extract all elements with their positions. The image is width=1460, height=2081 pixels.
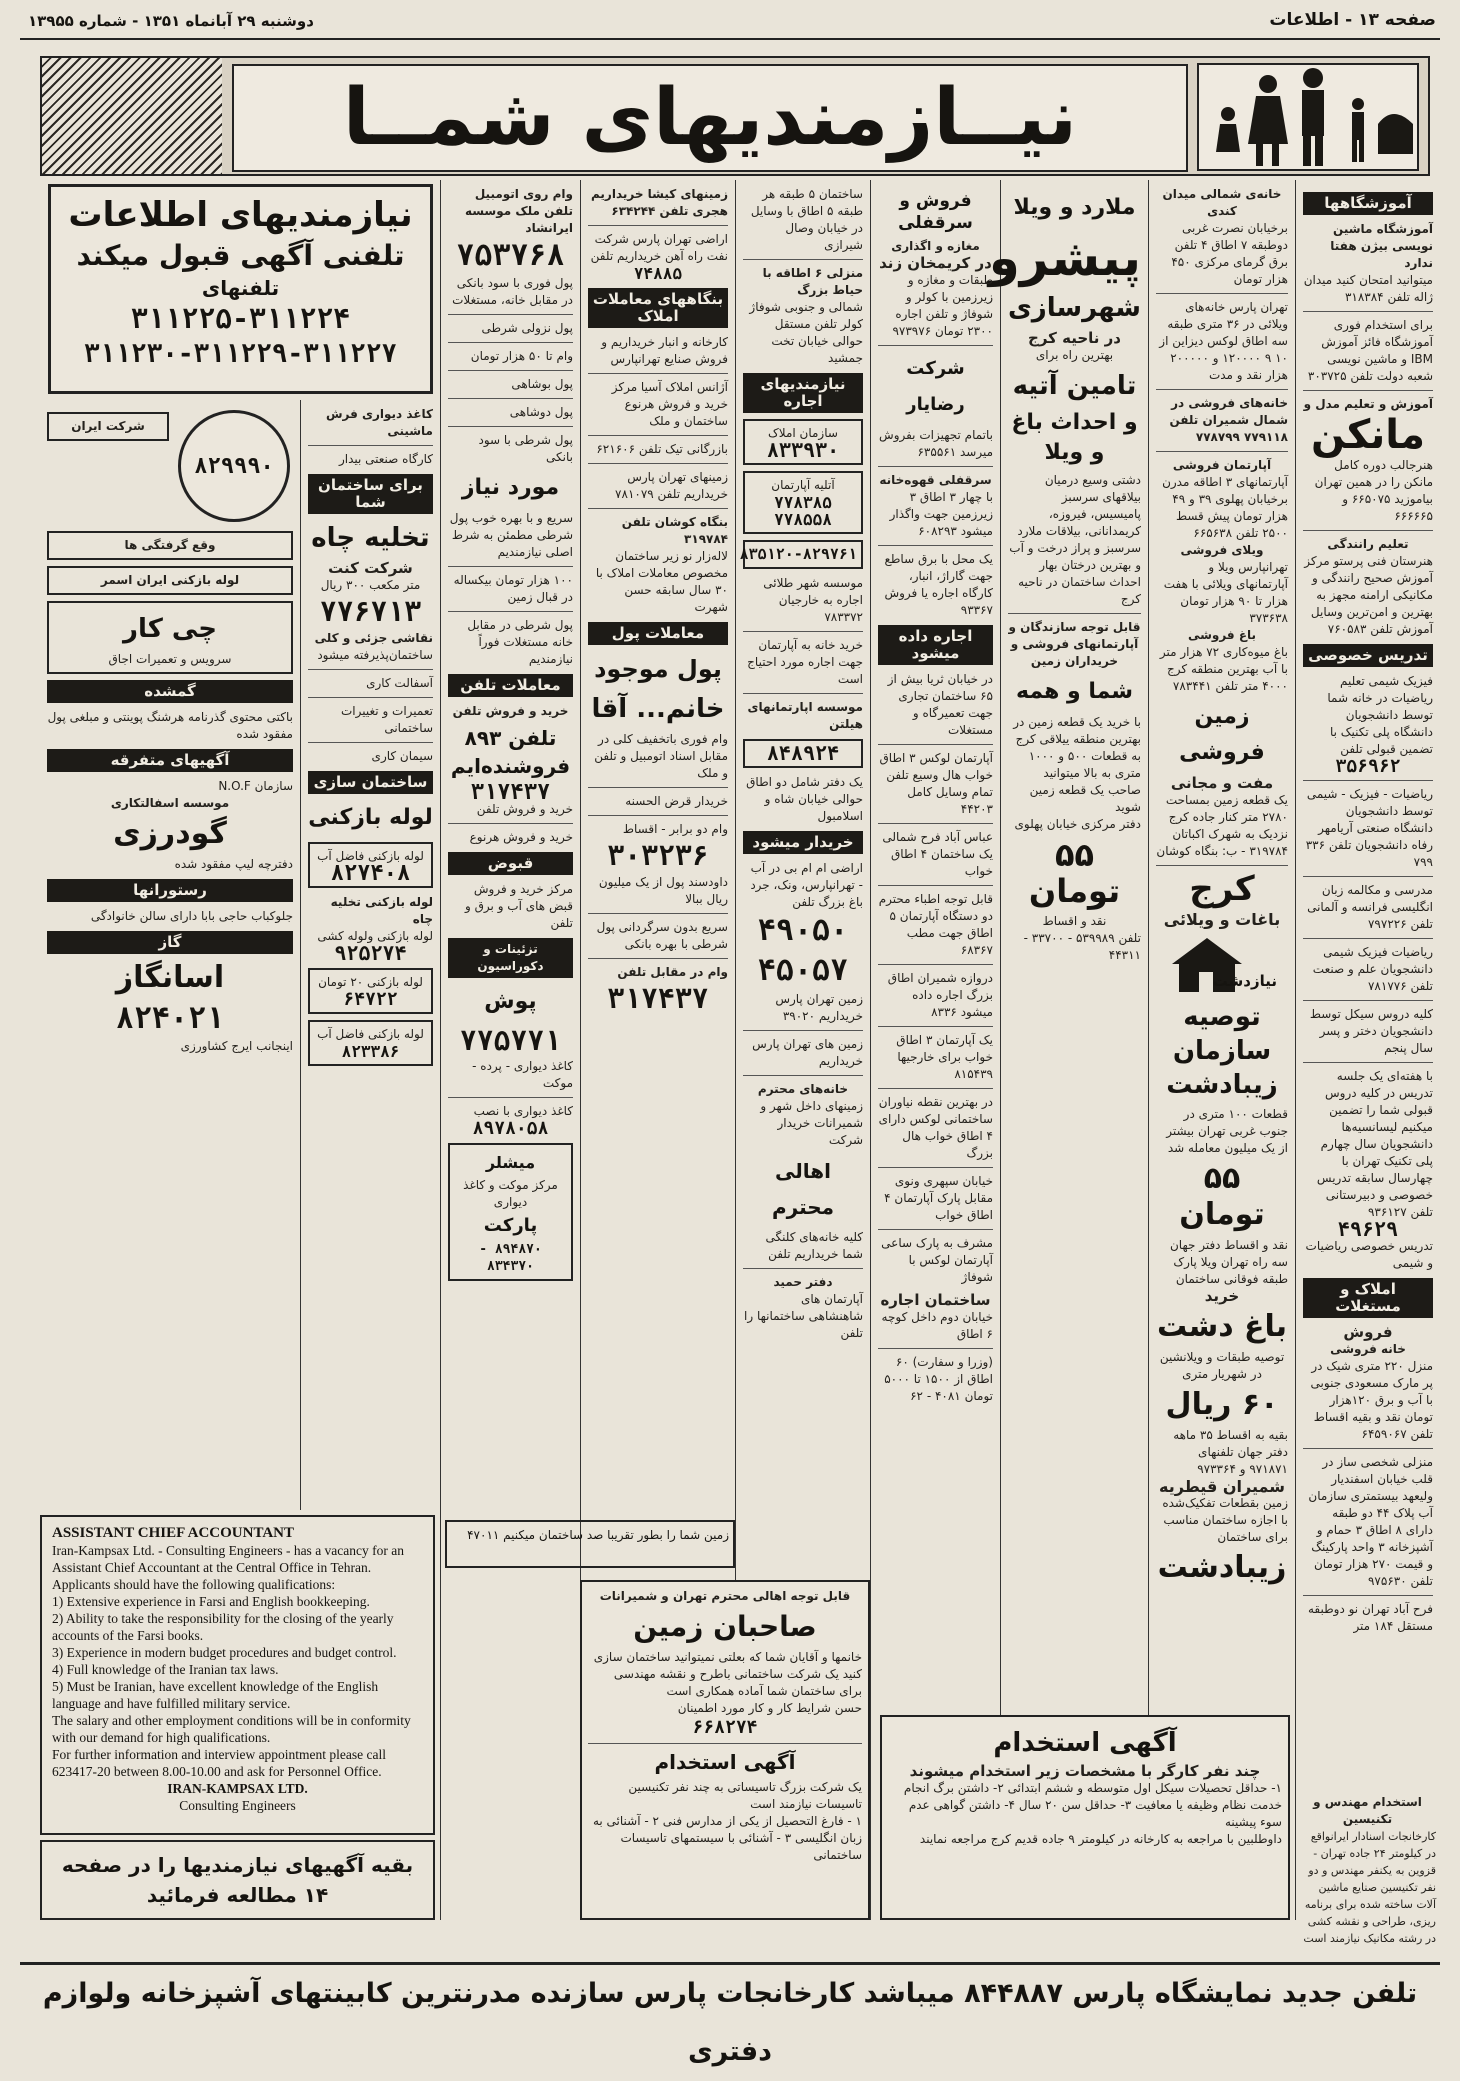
- heading-construction: ساختمان سازی: [308, 771, 433, 794]
- ad-phone: ۳۱۷۴۳۷: [470, 780, 551, 805]
- ad-zibadasht-title: توصیه سازمان زیبادشت: [1166, 1002, 1278, 1100]
- ad-text: ساختمان ۵ طبقه هر طبقه ۵ اطاق با وسایل در خیابان وصال شیرازی: [750, 187, 863, 252]
- ad-box: [308, 968, 433, 1014]
- ad-future-title: تامین آتیه: [1012, 371, 1137, 401]
- ad-text: آپارتمان های شاهنشاهی ساختمانها را تلفن: [744, 1292, 863, 1340]
- phone-ad-title: نیازمندیهای اطلاعات: [68, 195, 413, 235]
- ad-title: باغ فروشی: [1187, 628, 1257, 642]
- ad-text: فیزیک شیمی تعلیم ریاضیات در خانه شما توسط دانشجویان دانشگاه پلی تکنیک با تضمین قبولی تلفن: [1327, 674, 1433, 756]
- ad-text: تهران پارس خانه‌های ویلائی در ۳۶ متری طبقه سه اطاق لوکس دیزاین از ۱۰ ۹ ۱۲۰۰۰۰ و ۲۰۰۰۰۰ هزار نقد و مدت: [1159, 300, 1288, 382]
- ad-text: سریع و با بهره خوب پول شرطی مطمئن به شرط اصلی نیازمندیم: [449, 511, 573, 559]
- ad-text: کارخانجات اسنادار ایرانواقع در کیلومتر ۲۴ جاده تهران - قزوین به یکنفر مهندس و دو نفر تکنیسین صنایع ماشین آلات ساخته شده برای برنامه ریزی، طراحی و نقشه کشی در رشته مکانیک نیازمند است: [1303, 1830, 1436, 1945]
- ad-box: [743, 419, 863, 465]
- ad-text: خرید و فروش تلفن: [452, 704, 569, 718]
- heading-for-rent: اجاره داده میشود: [878, 625, 993, 665]
- continue-text: بقیه آگهیهای نیازمندیها را در صفحه ۱۴ مطالعه فرمائید: [61, 1853, 414, 1907]
- heading-sale-goodwill: فروش و سرقفلی: [898, 191, 973, 233]
- ad-text: خیابان دوم داخل کوچه ۶ اطاق: [881, 1310, 993, 1341]
- ad-text: شمالی و جنوبی شوفاژ کولر تلفن مستقل حوالی خیابان تخت جمشید: [749, 300, 863, 365]
- ad-text: هنرجالب دوره کامل مانکن را در همین تهران بیاموزید ۶۶۵۰۷۵ و ۶۶۶۶۶۵: [1314, 458, 1433, 523]
- ad-phone-seller: تلفن ۸۹۳ فروشنده‌ایم: [450, 726, 571, 778]
- heading-pipe-unclog: لوله بازکنی: [308, 805, 433, 830]
- ad-text: پول شرطی در مقابل خانه مستغلات فوراً نیازمندیم: [467, 618, 573, 666]
- ad-text: دفتر حمید: [773, 1275, 833, 1289]
- ad-phone: ۴۹۰۵۰ ۴۵۰۵۷: [757, 913, 849, 988]
- ad-company-title: شرکت رضایار: [906, 358, 965, 415]
- ad-goodarzi: گودرزی: [113, 816, 227, 851]
- ad-text: بهترین راه برای: [1035, 348, 1114, 362]
- ad-text: سیمان کاری: [371, 749, 433, 763]
- ad-brand: میشلر: [485, 1153, 536, 1172]
- ad-text: بقیه به اقساط ۳۵ ماهه دفتر جهان تلفنهای ۹۷۱۸۷۱ و ۹۷۳۳۶۴: [1173, 1428, 1288, 1476]
- english-ad-item: 4) Full knowledge of the Iranian tax laws.: [52, 1662, 279, 1677]
- heading-decoration: تزئینات و دکوراسیون: [448, 938, 573, 978]
- ad-text: وام تا ۵۰ هزار تومان: [470, 349, 573, 363]
- heading-buying: خریدار میشود: [743, 831, 863, 854]
- ad-text: موسسه شهر طلائی اجاره به خارجیان ۷۸۳۳۷۲: [763, 576, 863, 624]
- ad-title: در کریمخان زند: [879, 254, 992, 272]
- header-page-number: صفحه ۱۳ - اطلاعات: [1269, 10, 1436, 30]
- ad-text: جلوکباب حاجی بابا دارای سالن خانوادگی: [90, 909, 293, 923]
- ad-phone: ۸۲۳۳۸۶: [341, 1042, 400, 1061]
- english-ad-req: Applicants should have the following qualifications:: [52, 1577, 336, 1592]
- ad-box: [308, 842, 433, 888]
- heading-real-estate: املاک و مستغلات: [1303, 1278, 1433, 1318]
- ad-text: توصیه طبقات و ویلانشین در شهریار متری: [1159, 1350, 1285, 1381]
- ad-house-title: خانه فروشی: [1330, 1342, 1406, 1356]
- ad-title: سرقفلی قهوه‌خانه: [879, 473, 992, 487]
- engineer-job-ad: [1295, 1790, 1440, 1945]
- ad-text: حسن شرایط کار و کار مورد اطمینان: [677, 1701, 862, 1715]
- ad-text: تلفن ۵۳۹۹۸۹ - ۳۳۷۰۰ - ۴۴۳۱۱: [1023, 931, 1141, 962]
- ad-box: [308, 1020, 433, 1066]
- page-header: [0, 0, 1460, 52]
- ad-text: مشرف به پارک ساعی آپارتمان لوکس با شوفاژ: [881, 1236, 993, 1284]
- ad-text: اراضی تهران پارس شرکت نفت راه آهن خریداریم تلفن: [590, 232, 728, 263]
- ad-text: وام دو برابر - اقساط: [622, 822, 728, 836]
- ad-phone: ۳۱۷۴۳۷: [607, 982, 709, 1015]
- ad-urban-title: شهرسازی: [1007, 293, 1141, 323]
- ad-text: بازرگانی تیک تلفن ۶۲۱۶۰۶: [596, 442, 728, 456]
- ad-text: آژانس املاک آسیا مرکز خرید و فروش هرنوع ساختمان و ملک: [611, 380, 728, 428]
- english-ad-contact: For further information and interview appointment please call 623417-20 between 8.00-10.00 and ask for Personnel Office.: [52, 1747, 387, 1779]
- ad-title: مغازه و اگذاری: [891, 239, 980, 253]
- phone-ad-label: تلفنهای: [201, 276, 280, 300]
- ad-text: شرکت ایران: [71, 419, 145, 433]
- ad-text: لوله بازکنی ایران اسمر: [100, 573, 240, 587]
- ad-text: دشتی وسیع درمیان بیلاقهای سرسبز پامیسیس، فیروزه، کریمدانانی، بیلاقات ملارد سرسبز و پراز درخت و آب و بهترین درختان بهار احداث ساختمان در ناحیه کرج: [1009, 473, 1141, 606]
- ad-text: لوله بازکنی ولوله کشی: [317, 929, 433, 943]
- english-ad-title: ASSISTANT CHIEF ACCOUNTANT: [52, 1525, 294, 1541]
- ad-title: استخدام مهندس و تکنیسین: [1313, 1795, 1422, 1826]
- newspaper-phone-ad: [48, 184, 433, 394]
- ad-phone: ۷۴۸۸۵: [633, 264, 683, 283]
- ad-typing-school: آموزشگاه ماشین نویسی بیژن هفتا ندارد: [1330, 222, 1433, 270]
- ad-brand: پارکت: [483, 1215, 538, 1236]
- heading-private-tutoring: تدریس خصوصی: [1303, 644, 1433, 667]
- ad-text: مرکز خرید و فروش قبض های آب و برق و تلفن: [465, 882, 573, 930]
- header-rule: [20, 38, 1440, 40]
- ad-well-drain: تخلیه چاه: [311, 523, 430, 553]
- ad-text: تهرانپارس ویلا و آپارتمانهای ویلائی با هفت هزار تا ۹۰ هزار تومان ۳۷۳۶۳۸: [1163, 560, 1288, 625]
- ad-text: پول فوری با سود بانکی در مقابل خانه، مستغلات: [452, 276, 573, 307]
- heading-phone-transactions: معاملات تلفن: [448, 674, 573, 697]
- phone-ad-numbers: ۳۱۱۲۲۵-۳۱۱۲۲۴: [130, 302, 351, 335]
- header-date: دوشنبه ۲۹ آبانماه ۱۳۵۱ - شماره ۱۳۹۵۵: [28, 12, 314, 30]
- column-7: [440, 180, 580, 1920]
- ad-text: پول نزولی شرطی: [481, 321, 573, 335]
- ad-text: با چهار ۳ اطاق ۳ زیرزمین جهت واگذار میشود ۶۰۸۲۹۳: [889, 490, 993, 538]
- ad-text: (وزرا و سفارت) ۶۰ اطاق از ۱۵۰۰ تا ۵۰۰۰ تومان ۴۰۸۱ - ۶۲: [884, 1355, 993, 1403]
- ad-text: ریاضیات - فیزیک - شیمی توسط دانشجویان دانشگاه صنعتی آریامهر رفاه دانشجویان تلفن ۳۳۶ ۷۹۹: [1305, 787, 1433, 869]
- ad-title: آپارتمان فروشی: [1172, 458, 1272, 472]
- ad-madam-sir: خانم... آقا: [591, 694, 725, 724]
- ad-text: یک محل با برق ساطع جهت گاراژ، انبار، کارگاه اجاره یا فروش ۹۳۳۶۷: [884, 552, 993, 617]
- ad-text: آسفالت کاری: [366, 676, 433, 690]
- ad-text: لوله بازکنی تخلیه چاه: [330, 895, 433, 926]
- ad-text: خرید و فروش هرنوع: [469, 830, 573, 844]
- ad-box: [743, 471, 863, 534]
- ad-title: آگهی استخدام: [654, 1750, 796, 1774]
- ad-text: خرید و فروش تلفن: [476, 802, 573, 816]
- ad-text: داودسند پول از یک میلیون ریال ببالا: [598, 875, 728, 906]
- ad-zibadasht-footer: زیبادشت: [1157, 1550, 1287, 1585]
- heading-misc: آگهیهای متفرقه: [47, 749, 293, 772]
- ad-text: زمین بقطعات تفکیک‌شده با اجازه ساختمان مناسب برای ساختمان: [1162, 1496, 1288, 1544]
- ad-box: [743, 739, 863, 768]
- ad-text: خیابان سپهری ونوی مقابل پارک آپارتمان ۴ اطاق خواب: [884, 1174, 993, 1222]
- heading-residents: اهالی محترم: [771, 1159, 835, 1219]
- ad-mallard-title: ملارد و ویلا: [1013, 195, 1136, 220]
- heading-needed: مورد نیاز: [461, 475, 560, 500]
- ad-text: هنرستان فنی پرستو مرکز آموزش صحیح رانندگی و مکانیکی ارامنه مجهز به بهترین و امن‌ترین وسایل آموزش تلفن ۷۶۰۵۸۳: [1304, 554, 1433, 636]
- ad-text: خانمها و آقایان شما که بعلتی نمیتوانید ساختمان سازی کنید یک شرکت ساختمانی باطرح و نقشه مهندسی برای ساختمان شما آماده همکاری است: [593, 1650, 862, 1698]
- ad-text: دروازه شمیران اطاق بزرگ اجاره داده میشود ۸۳۳۶: [887, 971, 993, 1019]
- ad-text: فرح آباد تهران نو دوطبقه مستقل ۱۸۴ متر: [1307, 1602, 1433, 1633]
- ad-text: زمینهای تهران پارس خریداریم تلفن ۷۸۱۰۷۹: [615, 470, 728, 501]
- ad-text: زمینهای کیشا خریداریم هجری تلفن ۶۳۴۲۴۴: [591, 187, 728, 218]
- ad-pishro-title: پیشرو: [988, 229, 1141, 287]
- ad-karaj-title: کرج: [1189, 869, 1255, 909]
- ad-asangaz: اسانگاز: [115, 960, 225, 995]
- ad-phone: ۴۹۶۲۹: [1337, 1217, 1399, 1241]
- family-illustration-icon: [1198, 64, 1418, 170]
- column-2: [1148, 180, 1295, 1920]
- heading-bills: قبوض: [448, 852, 573, 875]
- ad-text: برای استخدام فوری آموزشگاه فائز آموزش IBM و ماشین نویسی شعبه دولت تلفن ۳۰۳۷۲۵: [1307, 318, 1433, 383]
- ad-text: لاله‌زار نو زیر ساختمان مخصوص معاملات املاک با ۳۰ سال سابقه حسن شهرت: [595, 549, 728, 614]
- ad-text: ۱ - فارغ التحصیل از یکی از مدارس فنی ۲ - آشنائی به زبان انگلیسی ۳ - آشنائی با سیستمهای تاسیسات ساختمانی: [592, 1814, 862, 1862]
- ad-text: وام فوری باتخفیف کلی در مقابل اسناد اتومبیل و تلفن و ملک: [594, 732, 728, 780]
- ad-price: ۶۰ ریال: [1165, 1387, 1279, 1422]
- english-ad-item: 5) Must be Iranian, have excellent knowledge of the English language and have fulfilled military service.: [52, 1679, 379, 1711]
- ad-phone: ۸۹۷۸۰۵۸: [472, 1118, 549, 1139]
- ad-text: باتمام تجهیزات بفروش میرسد ۶۳۵۵۶۱: [879, 428, 993, 459]
- stamp-text: آتلیه آپارتمان: [771, 478, 835, 492]
- english-ad-company-sub: Consulting Engineers: [179, 1798, 296, 1813]
- ad-text: آپارتمان لوکس ۳ اطاق خواب هال وسیع تلفن تمام وسایل کامل ۴۴۲۰۳: [879, 751, 993, 816]
- ad-text: عباس آباد فرح شمالی یک ساختمان ۴ اطاق خواب: [882, 830, 993, 878]
- ad-text: ساختمان‌پذیرفته میشود: [317, 648, 433, 662]
- ad-push-title: پوش: [484, 989, 537, 1014]
- ad-text: بنگاه کوشان تلفن ۳۱۹۷۸۴: [621, 515, 728, 546]
- heading-gas: گاز: [47, 931, 293, 954]
- ad-price: ۵۵ تومان: [1179, 1161, 1265, 1232]
- logo-text: نیازدشت: [1212, 972, 1277, 990]
- ad-phone: ۶۶۸۲۷۴: [692, 1717, 758, 1738]
- ad-text: مدرسی و مکالمه زبان انگلیسی فرانسه و آلمانی تلفن ۷۹۷۲۲۶: [1307, 883, 1433, 931]
- ad-text: باغ میوه‌کاری ۷۲ هزار متر با آب بهترین منطقه کرج ۴۰۰۰ متر تلفن ۷۸۳۴۴۱: [1159, 645, 1288, 693]
- ad-text: ۱۰۰ هزار تومان بیکساله در قبال زمین: [453, 573, 573, 604]
- ad-sale-title: فروش: [1343, 1323, 1393, 1341]
- ad-title: باغات و ویلائی: [1163, 910, 1281, 929]
- ad-text: نقد و اقساط: [1042, 914, 1107, 928]
- ad-box: [47, 531, 293, 560]
- column-4: [870, 180, 1000, 1920]
- ad-text: پول دوشاهی: [509, 405, 573, 419]
- ad-title: ویلای فروشی: [1180, 543, 1264, 557]
- column-9: [40, 400, 300, 1510]
- ad-text: پول شرطی با سود بانکی: [478, 433, 573, 464]
- ad-brand: چی کار: [123, 614, 217, 644]
- english-ad-item: 1) Extensive experience in Farsi and English bookkeeping.: [52, 1594, 370, 1609]
- landowners-ad: [580, 1580, 870, 1920]
- column-8: [300, 400, 440, 1510]
- ad-text: لوله بازکنی فاضل آب: [317, 1027, 424, 1041]
- ad-phone: ۷۷۸۳۸۵ ۷۷۸۵۵۸: [774, 493, 832, 529]
- ad-text: وام روی اتومبیل تلفن ملک موسسه ایرانشاد: [464, 187, 573, 235]
- ad-text: طبقات و مغازه و زیرزمین با کولر و شوفاژ و تلفن اجاره ۲۳۰۰ تومان ۹۷۳۹۷۶: [892, 273, 993, 338]
- ad-phone: ۳۵۶۹۶۲: [1335, 756, 1401, 777]
- stamp-text: سازمان املاک: [768, 426, 838, 440]
- ad-phone: ۶۴۷۲۲: [343, 989, 398, 1010]
- ad-text: خانه‌های محترم: [757, 1082, 849, 1096]
- english-ad-company: IRAN-KAMPSAX LTD.: [167, 1781, 308, 1796]
- banner-title: نیــازمندیهای شمــا: [232, 64, 1188, 172]
- section-banner: [40, 56, 1430, 176]
- phone-ad-numbers: ۳۱۱۲۳۰-۳۱۱۲۲۹-۳۱۱۲۲۷: [83, 339, 398, 369]
- ad-baghdasht-title: باغ دشت: [1156, 1309, 1288, 1344]
- ad-text: پول بوشاهی: [511, 377, 573, 391]
- ad-price: ۵۵ تومان: [1028, 836, 1121, 910]
- ad-everyone-title: شما و همه: [1016, 679, 1133, 704]
- ad-box: [47, 566, 293, 595]
- english-ad-item: 2) Ability to take the responsibility for the closing of the yearly accounts of the Farsi books.: [52, 1611, 394, 1643]
- ad-villa-title: و احداث باغ و ویلا: [1011, 410, 1138, 465]
- ad-text: قطعات ۱۰۰ متری در جنوب غربی تهران بیشتر از یک میلیون معامله شد: [1166, 1107, 1288, 1155]
- heading-for-your-building: برای ساختمان شما: [308, 474, 433, 514]
- ad-text: داوطلبین با مراجعه به کارخانه در کیلومتر ۹ جاده قدیم کرج مراجعه نمایند: [919, 1832, 1282, 1846]
- ad-title: شمیران قیطریه: [1159, 1477, 1285, 1496]
- ad-title: خانه‌ی شمالی میدان کندی: [1162, 187, 1282, 218]
- ad-text: زمینهای داخل شهر و شمیرانات خریدار شرکت: [760, 1099, 863, 1147]
- ad-text: یک آپارتمان ۳ اطاق خواب برای خارجیها ۸۱۵۴۳۹: [896, 1033, 993, 1081]
- ad-text: میتوانید امتحان کنید میدان ژاله تلفن ۳۱۸۳۸۴: [1303, 273, 1433, 304]
- ad-text: چند نفر کارگر با مشخصات زیر استخدام میشوند: [909, 1762, 1261, 1780]
- ad-phone: ۸۴۸۹۲۴: [766, 741, 840, 765]
- ad-text: سازمان N.O.F: [218, 779, 293, 793]
- ad-title: آگهی استخدام: [993, 1728, 1177, 1758]
- ad-text: نقد و اقساط دفتر جهان سه راه تهران ویلا پارک طبقه فوقانی ساختمان: [1169, 1238, 1288, 1286]
- ad-text: خانه‌های فروشی در شمال شمیران تلفن ۷۷۹۱۱۸ ۷۷۸۷۹۹: [1169, 396, 1288, 444]
- ad-text: خرید خانه به آپارتمان جهت اجاره مورد احتیاج است: [747, 638, 863, 686]
- ad-text: قابل توجه اهالی محترم تهران و شمیرانات: [599, 1589, 851, 1603]
- banner-hatch-left: [42, 58, 222, 174]
- ad-box: [445, 1520, 735, 1568]
- ad-box: [47, 412, 169, 441]
- ad-text: منزل ۲۲۰ متری شیک در پر مارک مسعودی جنوبی با آب و برق ۱۲۰هزار تومان نقد و بقیه اقساط تلفن ۶۴۵۹۰۶۷: [1310, 1359, 1433, 1441]
- ad-text: با خرید یک قطعه زمین در بهترین منطقه ییلاقی کرج به قطعات ۵۰۰ و ۱۰۰۰ متری به بالا میتوانید صاحب یک قطعه زمین شوید: [1013, 715, 1141, 814]
- footer-banner: [20, 1962, 1440, 2067]
- ad-text: لوله بازکنی فاضل آب: [317, 849, 424, 863]
- ad-text: وام در مقابل تلفن: [617, 965, 728, 979]
- heading-money-transactions: معاملات پول: [588, 622, 728, 645]
- ad-phone: ۷۵۳۷۶۸: [456, 238, 565, 273]
- ad-title: صاحبان زمین: [633, 1610, 817, 1643]
- ad-cash-title: پول موجود: [594, 655, 722, 683]
- ad-text: موسسه اسفالتکاری: [110, 796, 230, 810]
- ad-text: آپارتمانهای ۳ اطاقه مدرن برخیابان پهلوی ۳۹ و ۴۹ هزار تومان پیش قسط ۲۵۰۰ تلفن ۶۶۵۶۳۸: [1162, 475, 1288, 540]
- ad-text: در بهترین نقطه نیاوران ساختمانی لوکس دارای ۴ اطاق خواب هال بزرگ: [878, 1095, 993, 1160]
- ad-text: قابل توجه سازندگان و آپارتمانهای فروشی و خریداران زمین: [1008, 620, 1141, 668]
- ad-text: زمین تهران پارس خریداریم ۳۹۰۲۰: [775, 992, 863, 1023]
- ad-text: کاغذ دیواری - پرده - موکت: [472, 1059, 573, 1090]
- ad-text: ۳۱۹۷۸۴ - ب: بنگاه کوشان: [1156, 844, 1288, 858]
- heading-schools: آموزشگاهها: [1303, 192, 1433, 215]
- continue-notice: [40, 1840, 435, 1920]
- ad-text: وقع گرفتگی ها: [124, 538, 216, 552]
- heading-rental-needs: نیازمندیهای اجاره: [743, 373, 863, 413]
- ad-text: آموزش و تعلیم مدل و: [1303, 397, 1433, 411]
- ad-phone: ۳۰۳۲۳۶: [607, 839, 709, 872]
- english-ad-item: 3) Experience in modern budget procedures and budget control.: [52, 1645, 397, 1660]
- ad-title: مفت و مجانی: [1170, 774, 1274, 792]
- ad-text: دفترچه لیپ مفقود شده: [174, 857, 293, 871]
- ad-text: کلیه خانه‌های کلنگی شما خریداریم تلفن: [765, 1230, 863, 1261]
- footer-text: تلفن جدید نمایشگاه پارس ۸۴۴۸۸۷ میباشد کارخانجات پارس سازنده مدرنترین کابینتهای آشپزخانه ولوازم دفتری: [42, 1978, 1418, 2067]
- ad-box-parquet: [448, 1143, 573, 1281]
- ad-driving-title: تعلیم رانندگی: [1327, 537, 1409, 551]
- ad-text: منزلی شخصی ساز در قلب خیابان اسفندیار ولیعهد بیستمتری سازمان آب پلاک ۴۴ دو طبقه دارای ۸ اطاق ۳ حمام و آشپزخانه ۳ واحد پارکینگ و قیمت ۲۷۰ هزار تومان تلفن ۹۷۵۶۳۰: [1308, 1455, 1433, 1588]
- employment-ad: [880, 1715, 1290, 1920]
- ad-phone: ۹۲۵۲۷۴: [334, 941, 407, 965]
- ad-text: ریاضیات فیزیک شیمی دانشجویان علم و صنعت تلفن ۷۸۱۷۷۶: [1312, 945, 1433, 993]
- ad-text: زمین های تهران پارس خریداریم: [752, 1037, 863, 1068]
- ad-text: شرکت کنت: [328, 559, 413, 577]
- heading-restaurants: رستورانها: [47, 879, 293, 902]
- ad-text: باکتی محتوی گذرنامه هرشنگ پوینتی و مبلغی پول مفقود شده: [47, 710, 293, 741]
- ad-text: کارخانه و انبار خریداریم و فروش صنایع تهرانپارس: [601, 335, 728, 366]
- ad-phone: ۸۳۵۱۲۰-۸۲۹۷۶۱: [739, 545, 857, 563]
- english-ad-salary: The salary and other employment conditions will be in conformity with our demand for high qualifications.: [52, 1713, 411, 1745]
- ad-text: کلیه دروس سیکل توسط دانشجویان دختر و پسر سال پنجم: [1309, 1007, 1433, 1055]
- ad-box-chikar: [47, 601, 293, 674]
- english-job-ad: [40, 1515, 435, 1835]
- english-ad-intro: Iran-Kampsax Ltd. - Consulting Engineers - has a vacancy for an Assistant Chief Accountant at the Central Office in Tehran.: [52, 1543, 405, 1575]
- ad-box: [739, 540, 863, 569]
- heading-real-estate-agencies: بنگاههای معاملات املاک: [588, 288, 728, 328]
- ad-text: با هفته‌ای یک جلسه تدریس در کلیه دروس قبولی شما را تضمین میکنیم لیسانسیه‌ها دانشجویان سال چهارم پلی تکنیک تهران با چهارسال سابقه تدریس خصوصی و دبیرستانی تلفن ۹۳۶۱۲۷: [1316, 1069, 1433, 1219]
- ad-text: در ناحیه کرج: [1028, 329, 1121, 347]
- ad-text: در خیابان ثریا بیش از ۶۵ ساختمان تجاری جهت تعمیرگاه و مستغلات: [887, 672, 993, 737]
- column-3: [988, 180, 1148, 1920]
- ad-model-title: مانکن: [1310, 412, 1426, 458]
- ad-text: مرکز موکت و کاغذ دیواری: [463, 1178, 558, 1209]
- ad-text: خریدار قرض الحسنه: [625, 794, 728, 808]
- ad-text: اراضی ام ام بی در آب - تهرانپارس، ونک، جرد باغ بزرگ تلفن: [750, 861, 863, 909]
- ad-text: سرویس و تعمیرات اجاق: [108, 652, 232, 666]
- ad-phone: ۸۲۹۹۹۰: [194, 453, 274, 479]
- phone-ad-subtitle: تلفنی آگهی قبول میکند: [76, 239, 405, 272]
- ad-text: کاغذ دیواری فرش ماشینی: [325, 407, 433, 438]
- ad-text: نقاشی جزئی و کلی: [314, 631, 433, 645]
- ad-text: متر مکعب ۳۰۰ ریال: [320, 578, 421, 592]
- ad-phone: ۸۲۴۰۲۱: [115, 1001, 225, 1036]
- ad-text: تعمیرات و تغییرات ساختمانی: [341, 704, 433, 735]
- house-logo-icon: [1167, 934, 1277, 994]
- ad-text: سریع بدون سرگردانی پول شرطی با بهره بانکی: [596, 920, 728, 951]
- ad-text: یک قطعه زمین بمساحت ۲۷۸۰ متر کنار جاده کرج نزدیک به شهرک اکباتان: [1165, 793, 1288, 841]
- ad-phone: ۷۷۶۷۱۳: [319, 595, 422, 628]
- ad-text: قابل توجه اطباء محترم دو دستگاه آپارتمان ۵ اطاق جهت مطب ۶۸۳۶۷: [878, 892, 993, 957]
- ad-text: منزلی ۶ اطاقه با حیاط بزرگ: [762, 266, 863, 297]
- ad-text: یک شرکت بزرگ تاسیساتی به چند نفر تکنیسین تاسیسات نیازمند است: [628, 1780, 862, 1811]
- ad-text: اینجانب ایرج کشاورزی: [180, 1039, 293, 1053]
- ad-text: دفتر مرکزی خیابان پهلوی: [1014, 817, 1141, 831]
- ad-text: یک دفتر شامل دو اطاق حوالی خیابان شاه و اسلامبول: [746, 775, 863, 823]
- ad-text: تدریس خصوصی ریاضیات و شیمی: [1305, 1239, 1433, 1270]
- ad-phone: ۸۹۴۸۷۰ - ۸۳۴۳۷۰: [479, 1242, 542, 1274]
- ad-text: موسسه اپارتمانهای هیلتن: [747, 700, 863, 731]
- ad-text: زمین شما را بطور تقریبا صد ساختمان میکنیم ۴۷۰۱۱: [467, 1528, 729, 1542]
- heading-land-sale: زمین فروشی: [1179, 704, 1265, 765]
- ad-phone: ۷۷۵۷۷۱: [459, 1024, 562, 1057]
- ad-text: لوله بازکنی ۲۰ تومان: [318, 975, 423, 989]
- ad-phone: ۸۳۳۹۳۰: [766, 438, 840, 462]
- ad-text: ۱- حداقل تحصیلات سیکل اول متوسطه و ششم ابتدائی ۲- داشتن برگ انجام خدمت نظام وظیفه یا معافیت ۳- حداقل سن ۲۰ سال ۴- داشتن گواهی عدم سوء پیشینه: [903, 1781, 1282, 1829]
- ad-title: خرید: [1204, 1287, 1240, 1305]
- ad-text: برخیابان نصرت غربی دوطبقه ۷ اطاق ۴ تلفن برق گرمای مرکزی ۴۵۰ هزار تومان: [1171, 221, 1288, 286]
- heading-lost: گمشده: [47, 680, 293, 703]
- ad-phone: ۸۲۷۴۰۸: [330, 861, 411, 886]
- ad-text: کارگاه صنعتی بیدار: [338, 452, 433, 466]
- ad-title: ساختمان اجاره: [880, 1291, 991, 1309]
- ad-text: کاغذ دیواری با نصب: [473, 1104, 573, 1118]
- column-1: [1295, 180, 1440, 1920]
